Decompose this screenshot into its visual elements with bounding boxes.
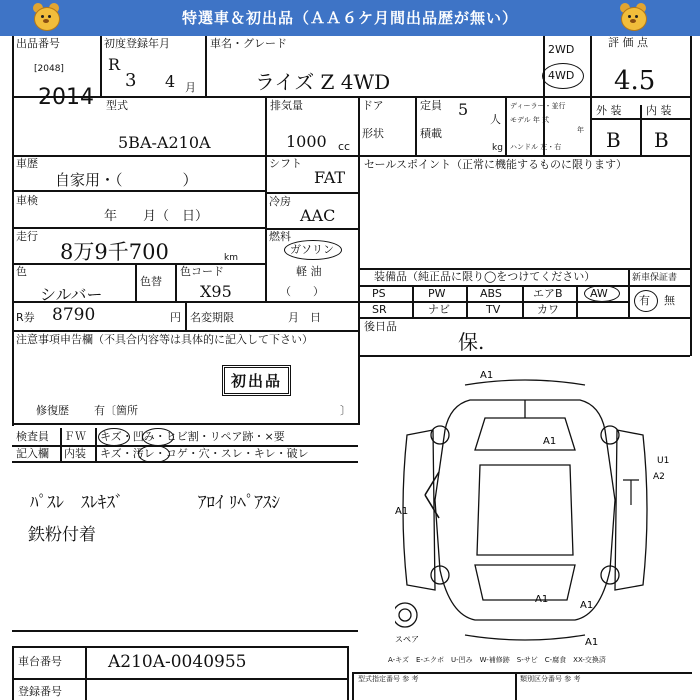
model-label: 型式 [106,99,128,112]
capacity-label: 定員 [420,99,442,112]
record-label: 記入欄 [16,447,49,460]
rear-label: 後日品 [364,320,397,333]
mileage-label: 走行 [16,230,38,243]
record-interior-items: キズ・汚レ・コゲ・穴・スレ・キレ・破レ [100,447,309,460]
equip-airbag: エアB [533,287,563,300]
inspection-value: 年 月（ 日） [104,209,209,224]
ref2-label: 類別区分番号 参 考 [520,675,581,683]
mark-front-bumper: A1 [480,370,494,381]
load-unit: kg [492,143,503,153]
warranty-no: 無 [664,294,675,307]
reg-year: 3 [125,70,137,91]
name-label: 車名・グレード [210,37,287,50]
mark-rear-right: A1 [580,600,594,611]
name-value: ライズ Z 4WD [255,70,391,94]
equipment-label: 装備品（純正品に限り◯をつけてください） [374,270,596,283]
fuel-value: ガソリン [290,243,334,256]
inspector-label: 検査員 [16,430,49,443]
drive-2wd: 2WD [548,43,575,56]
mark-rear-gate: A1 [535,594,549,605]
score-value: 4.5 [614,66,656,96]
bear-mascot-icon [617,2,649,34]
fw-dent-circle [142,428,174,446]
inspector-note-2: ｱﾛｲ ﾘﾍﾟｱｽｼ [198,493,280,513]
repair-label: 修復歴 [36,404,69,417]
spare-label: スペア [395,635,419,644]
first-listing-stamp: 初出品 [222,365,291,396]
damage-legend: A-キズ E-エクボ U-凹み W-補修跡 S-サビ C-腐食 XX-交換済 [388,656,606,664]
interior-dirt-circle [138,445,170,463]
mark-right-u1: U1 [657,456,670,466]
notes-label: 注意事項申告欄（不具合内容等は具体的に記入して下さい） [16,333,313,346]
lot-label: 出品番号 [16,37,60,50]
registration-label: 登録番号 [18,685,62,698]
repair-close: 〕 [340,404,351,417]
repair-value: 有〔箇所 [94,404,138,417]
equip-tv: TV [486,303,501,316]
month-unit: 月 [185,81,196,94]
history-label: 車歴 [16,157,38,170]
displacement-label: 排気量 [270,99,303,112]
banner-title: 特選車＆初出品（ＡＡ６ケ月間出品歴が無い） [181,9,518,27]
color-change-label: 色替 [140,275,162,288]
mark-rear-bumper: A1 [585,637,599,648]
fuel-diesel: 軽 油 [296,265,322,278]
interior-grade: B [654,128,669,152]
mileage-value: 8万9千700 [60,240,169,264]
car-body-outline [435,400,615,620]
equip-sr: SR [372,303,387,316]
chassis-label: 車台番号 [18,655,62,668]
recycle-unit: 円 [170,311,181,324]
mark-left-side: A1 [395,506,409,517]
inspector-note-3: 鉄粉付着 [28,525,96,545]
score-label: 評 価 点 [608,36,648,49]
fuel-other: （ ） [280,285,324,298]
recycle-value: 8790 [52,305,96,325]
warranty-label: 新車保証書 [632,273,678,283]
ac-label: 冷房 [269,195,291,208]
ac-value: AAC [300,206,336,225]
chassis-value: A210A-0040955 [108,652,247,672]
recycle-label: R券 [16,311,35,324]
fw-scratch-circle [98,428,130,446]
history-value: 自家用・（ ） [55,171,198,189]
equip-ps: PS [372,287,386,300]
color-label: 色 [16,265,27,278]
first-reg-label: 初度登録年月 [104,37,170,50]
drive-4wd: 4WD [548,69,575,82]
deadline-unit: 月 日 [288,311,321,324]
equip-navi: ナビ [428,303,450,316]
displacement-value: 1000 [286,132,327,151]
color-code-label: 色コード [180,265,224,278]
exterior-grade: B [606,128,621,152]
sales-point-label: セールスポイント（正常に機能するものに限ります） [364,158,628,171]
year-unit: 年 [577,126,584,134]
bear-mascot-icon [30,2,62,34]
capacity-value: 5 [458,100,469,119]
equip-abs: ABS [480,287,502,300]
record-interior: 内装 [64,447,86,460]
inspection-label: 車検 [16,194,38,207]
shift-value: FAT [314,168,346,187]
lot-number: 2014 [38,85,94,110]
mark-right-a2: A2 [653,472,665,482]
reg-month: 4 [165,72,176,91]
inspector-fw-items: キズ・凹み・ヒビ割・リペア跡・×要 [100,430,285,443]
era: R [108,55,121,74]
car-diagram [395,360,695,660]
equip-pw: PW [428,287,446,300]
color-code-value: X95 [200,282,232,301]
shift-label: シフト [269,157,302,170]
interior-label: 内 装 [646,104,672,117]
dealer-label: ディーラー・並行 [510,102,566,110]
capacity-unit: 人 [490,113,501,126]
load-label: 積載 [420,127,442,140]
lot-small: [2048] [34,64,64,74]
handle-label: ハンドル 左・右 [510,143,562,151]
inspector-fw: ＦＷ [64,430,86,443]
model-value: 5BA-A210A [118,133,211,152]
equip-leather: カワ [537,303,559,316]
equip-aw: AW [590,287,608,300]
spare-tire [395,603,417,627]
inspector-note-1: ﾊﾟｽﾚ ｽﾚｷｽﾞ [30,493,124,513]
model-year-label: モデル 年 式 [510,116,550,124]
mark-bonnet: A1 [543,436,557,447]
door-label: ドア [362,99,384,112]
ref1-label: 型式指定番号 参 考 [358,675,419,683]
deadline-label: 名変期限 [190,311,234,324]
exterior-label: 外 装 [596,104,622,117]
displacement-unit: cc [338,140,351,153]
mileage-unit: km [224,253,238,263]
color-value: シルバー [40,285,103,304]
warranty-yes: 有 [639,294,650,307]
shape-label: 形状 [362,127,384,140]
fuel-label: 燃料 [269,230,291,243]
rear-value: 保. [458,330,485,354]
